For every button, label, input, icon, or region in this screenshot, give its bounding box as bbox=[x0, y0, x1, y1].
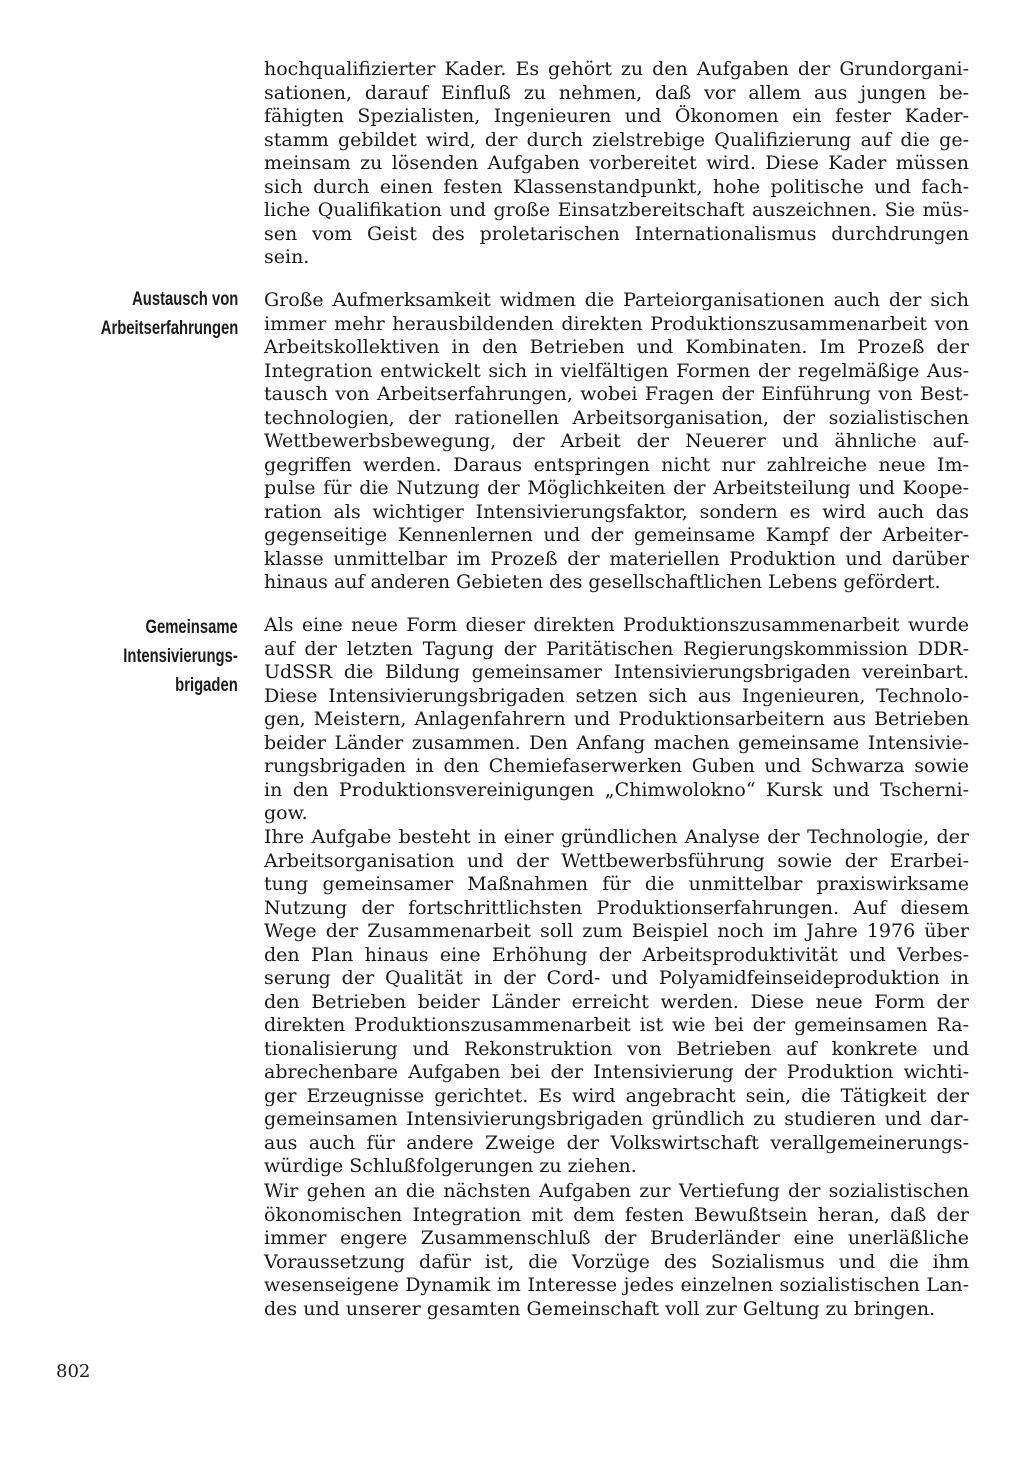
text-line: Arbeitsorganisation und der Wettbewerbsführung sowie der Erarbei- bbox=[264, 849, 969, 872]
margin-heading-line: brigaden bbox=[175, 675, 238, 696]
margin-heading-brigades bbox=[124, 613, 238, 700]
text-line: klasse unmittelbar im Prozeß der materiellen Produktion und darüber bbox=[264, 547, 969, 570]
paragraph-task bbox=[264, 826, 969, 1179]
text-line: wesenseigene Dynamik im Interesse jedes einzelnen sozialistischen Lan- bbox=[264, 1274, 969, 1296]
text-line: des und unserer gesamten Gemeinschaft voll zur Geltung zu bringen. bbox=[264, 1297, 936, 1320]
text-line: ration als wichtiger Intensivierungsfaktor, sondern es wird auch das bbox=[264, 500, 969, 523]
margin-heading-exchange bbox=[100, 285, 238, 343]
text-line: ger Erzeugnisse gerichtet. Es wird angebracht sein, die Tätigkeit der bbox=[264, 1084, 969, 1107]
text-line: Voraussetzung dafür ist, die Vorzüge des Sozialismus und die ihm bbox=[264, 1250, 969, 1273]
paragraph-closing bbox=[264, 1180, 969, 1321]
text-line: gemeinsamen Intensivierungsbrigaden gründlich zu studieren und dar- bbox=[264, 1108, 969, 1130]
text-line: Arbeitskollektiven in den Betrieben und Kombinaten. Im Prozeß der bbox=[264, 336, 969, 358]
text-line: Als eine neue Form dieser direkten Produktionszusammenarbeit wurde bbox=[264, 614, 969, 636]
text-line: Wir gehen an die nächsten Aufgaben zur Vertiefung der sozialistischen bbox=[264, 1180, 969, 1202]
text-line: auf der letzten Tagung der Paritätischen Regierungskommission DDR- bbox=[264, 637, 969, 660]
text-line: hinaus auf anderen Gebieten des gesellschaftlichen Lebens gefördert. bbox=[264, 571, 941, 593]
text-line: gen, Meistern, Anlagenfahrern und Produktionsarbeitern aus Betrieben bbox=[264, 708, 969, 730]
text-line: abrechenbare Aufgaben bei der Intensivierung der Produktion wichti- bbox=[264, 1061, 969, 1083]
text-line: Diese Intensivierungsbrigaden setzen sich aus Ingenieuren, Technolo- bbox=[264, 684, 969, 707]
text-line: Nutzung der fortschrittlichsten Produktionserfahrungen. Auf diesem bbox=[264, 896, 969, 919]
text-line: Ihre Aufgabe besteht in einer gründlichen Analyse der Technologie, der bbox=[264, 826, 969, 848]
text-line: beider Länder zusammen. Den Anfang machen gemeinsame Intensivie- bbox=[264, 731, 969, 754]
text-line: sein. bbox=[264, 246, 310, 268]
text-line: tionalisierung und Rekonstruktion von Betrieben auf konkrete und bbox=[264, 1037, 969, 1060]
text-line: immer mehr herausbildenden direkten Produktionszusammenarbeit von bbox=[264, 312, 969, 335]
margin-heading-line: Arbeitserfahrungen bbox=[100, 318, 238, 339]
text-line: UdSSR die Bildung gemeinsamer Intensivierungsbrigaden vereinbart. bbox=[264, 661, 969, 683]
text-line: fähigten Spezialisten, Ingenieuren und Ökonomen ein fester Kader- bbox=[264, 105, 969, 127]
paragraph-exchange bbox=[264, 289, 969, 595]
paragraph-brigades bbox=[264, 614, 969, 826]
text-line: ökonomischen Integration mit dem festen Bewußtsein heran, daß der bbox=[264, 1203, 969, 1226]
text-line: Integration entwickelt sich in vielfältigen Formen der regelmäßige Aus- bbox=[264, 359, 969, 382]
text-line: serung der Qualität in der Cord- und Polyamidfeinseideproduktion in bbox=[264, 967, 969, 989]
text-line: meinsam zu lösenden Aufgaben vorbereitet wird. Diese Kader müssen bbox=[264, 152, 969, 174]
text-line: aus auch für andere Zweige der Volkswirtschaft verallgemeinerungs- bbox=[264, 1131, 969, 1154]
text-line: gow. bbox=[264, 802, 308, 824]
text-line: pulse für die Nutzung der Möglichkeiten der Arbeitsteilung und Koope- bbox=[264, 477, 969, 499]
text-line: gegenseitige Kennenlernen und der gemeinsame Kampf der Arbeiter- bbox=[264, 524, 969, 546]
text-line: den Plan hinaus eine Erhöhung der Arbeitsproduktivität und Verbes- bbox=[264, 943, 969, 966]
text-line: hochqualifizierter Kader. Es gehört zu den Aufgaben der Grundorgani- bbox=[264, 58, 969, 80]
margin-heading-line: Intensivierungs- bbox=[123, 646, 238, 667]
text-line: würdige Schlußfolgerungen zu ziehen. bbox=[264, 1155, 637, 1177]
text-line: direkten Produktionszusammenarbeit ist wie bei der gemeinsamen Ra- bbox=[264, 1014, 969, 1036]
text-line: gegriffen werden. Daraus entspringen nicht nur zahlreiche neue Im- bbox=[264, 453, 969, 476]
text-line: technologien, der rationellen Arbeitsorganisation, der sozialistischen bbox=[264, 406, 969, 429]
text-line: tausch von Arbeitserfahrungen, wobei Fragen der Einführung von Best- bbox=[264, 383, 969, 405]
text-line: liche Qualifikation und große Einsatzbereitschaft auszeichnen. Sie müs- bbox=[264, 199, 969, 221]
text-line: sen vom Geist des proletarischen Internationalismus durchdrungen bbox=[264, 222, 969, 245]
paragraph-cadre bbox=[264, 58, 969, 270]
page-number: 802 bbox=[56, 1361, 91, 1382]
margin-heading-line: Gemeinsame bbox=[145, 617, 238, 638]
text-line: sich durch einen festen Klassenstandpunkt, hohe politische und fach- bbox=[264, 175, 969, 198]
text-line: immer engere Zusammenschluß der Bruderländer eine unerläßliche bbox=[264, 1227, 969, 1249]
text-line: Wettbewerbsbewegung, der Arbeit der Neuerer und ähnliche auf- bbox=[264, 430, 969, 452]
text-line: den Betrieben beider Länder erreicht werden. Diese neue Form der bbox=[264, 990, 969, 1013]
text-line: rungsbrigaden in den Chemiefaserwerken Guben und Schwarza sowie bbox=[264, 755, 969, 777]
text-line: tung gemeinsamer Maßnahmen für die unmittelbar praxiswirksame bbox=[264, 873, 969, 895]
margin-heading-line: Austausch von bbox=[131, 289, 238, 310]
text-line: Große Aufmerksamkeit widmen die Parteiorganisationen auch der sich bbox=[264, 289, 969, 311]
text-line: stamm gebildet wird, der durch zielstrebige Qualifizierung auf die ge- bbox=[264, 128, 969, 151]
text-line: sationen, darauf Einfluß zu nehmen, daß vor allem aus jungen be- bbox=[264, 81, 969, 104]
text-line: Wege der Zusammenarbeit soll zum Beispiel noch im Jahre 1976 über bbox=[264, 920, 969, 942]
text-line: in den Produktionsvereinigungen „Chimwolokno“ Kursk und Tscherni- bbox=[264, 778, 969, 801]
